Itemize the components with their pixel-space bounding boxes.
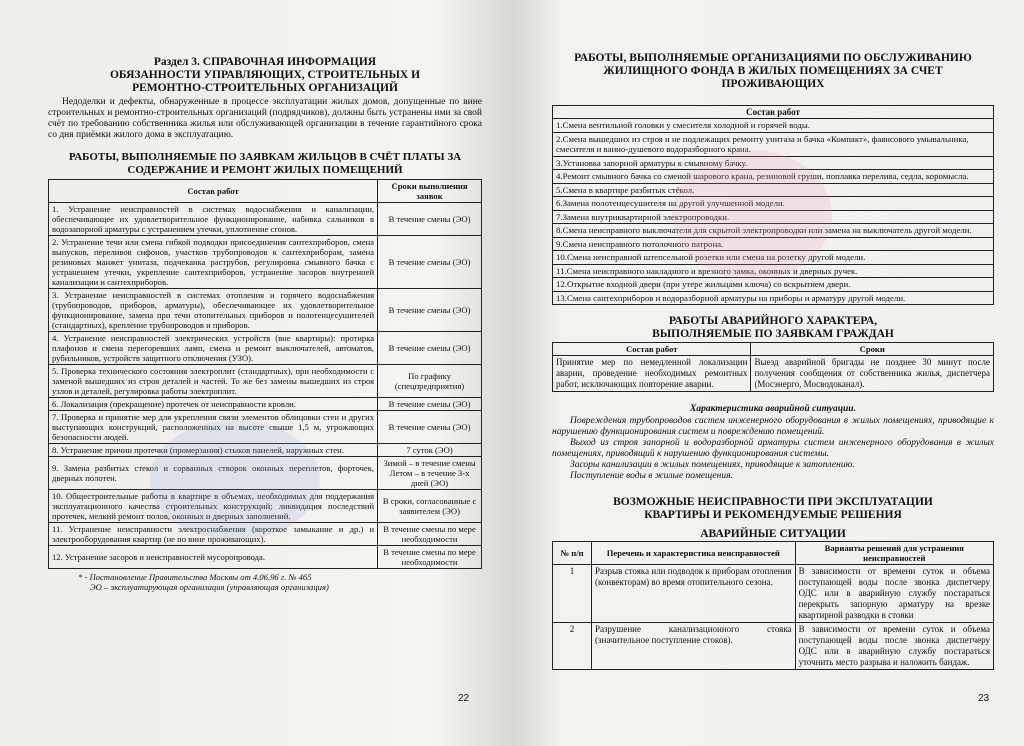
list-header: Состав работ bbox=[553, 106, 994, 119]
list-item-text: 5.Смена в квартире разбитых стёкол. bbox=[553, 183, 994, 197]
emergency-col-terms: Сроки bbox=[751, 343, 994, 356]
work-cell: 12. Устранение засоров и неисправностей мусоропровода. bbox=[49, 546, 378, 569]
sit-col-fault: Перечень и характеристика неисправностей bbox=[592, 542, 796, 565]
emergency-col-work: Состав работ bbox=[553, 343, 751, 356]
work-cell: 9. Замена разбитых стекол и сорванных створок оконных переплетов, форточек, дверных полотен. bbox=[49, 457, 378, 490]
works-table-title: РАБОТЫ, ВЫПОЛНЯЕМЫЕ ПО ЗАЯВКАМ ЖИЛЬЦОВ В СЧЁТ ПЛАТЫ ЗА СОДЕРЖАНИЕ И РЕМОНТ ЖИЛЫХ ПОМЕЩЕНИЙ bbox=[68, 151, 462, 176]
work-cell: 2. Устранение течи или смена гибкой подводки присоединения сантехприборов, смена выпусков, переливов сифонов, участков трубопроводов к сантехприборам, замена резиновых манжет унитаза, подчеканка раструбов, регулировка смывного бачка с устранением утечки, укрепление сантехприборов, устранение засоров внутренней канализации и сантехприборов. bbox=[49, 236, 378, 289]
faults-title: ВОЗМОЖНЫЕ НЕИСПРАВНОСТИ ПРИ ЭКСПЛУАТАЦИИ КВАРТИРЫ И РЕКОМЕНДУЕМЫЕ РЕШЕНИЯ bbox=[613, 496, 933, 521]
term-cell: По графику (спецпредприятия) bbox=[378, 365, 482, 398]
char-paragraph: Засоры канализации в жилых помещениях, приводящие к затоплению. bbox=[570, 460, 855, 470]
sit-fault-cell: Разрушение канализационного стояка (значительное поступление стоков). bbox=[592, 623, 796, 670]
table-row bbox=[49, 289, 482, 332]
char-paragraph: Поступление воды в жилые помещения. bbox=[570, 471, 733, 481]
paid-works-title: РАБОТЫ, ВЫПОЛНЯЕМЫЕ ОРГАНИЗАЦИЯМИ ПО ОБСЛУЖИВАНИЮ ЖИЛИЩНОГО ФОНДА В ЖИЛЫХ ПОМЕЩЕНИЯХ ЗА СЧЕТ ПРОЖИВАЮЩИХ bbox=[574, 52, 972, 90]
term-cell: В течение смены по мере необходимости bbox=[378, 546, 482, 569]
term-cell: В течение смены (ЭО) bbox=[378, 398, 482, 411]
page-number-right: 23 bbox=[978, 693, 990, 704]
table-row bbox=[49, 332, 482, 365]
list-item-text: 3.Установка запорной арматуры к смывному бачку. bbox=[553, 156, 994, 170]
term-cell: В течение смены (ЭО) bbox=[378, 289, 482, 332]
col-work-header: Состав работ bbox=[49, 180, 378, 203]
page-number-left: 22 bbox=[458, 693, 470, 704]
table-row bbox=[553, 623, 994, 670]
list-item bbox=[553, 291, 994, 305]
list-item-text: 12.Открытие входной двери (при утере жильцами ключа) со вскрытием двери. bbox=[553, 278, 994, 292]
list-item bbox=[553, 119, 994, 133]
emergency-work-cell: Принятие мер по немедленной локализации аварии, проведение необходимых ремонтных работ, исключающих повторение аварии. bbox=[553, 356, 751, 392]
list-item-text: 4.Ремонт смывного бачка со сменой шарового крана, резиновой груши, поплавка перелива, седла, коромысла. bbox=[553, 170, 994, 184]
work-cell: 8. Устранение причин протечки (промерзания) стыков панелей, наружных стен. bbox=[49, 444, 378, 457]
stamp-watermark bbox=[150, 420, 320, 540]
sit-fault-cell: Разрыв стояка или подводок к приборам отопления (конвекторам) во время отопительного сезона. bbox=[592, 565, 796, 623]
sit-solution-cell: В зависимости от времени суток и объема поступающей воды после звонка диспетчеру ОДС или в аварийную службу постараться перекрыть запорную арматуру на врезке квартирной разводки в стояки bbox=[795, 565, 993, 623]
list-item-text: 2.Смена вышедших из строя и не подлежащих ремонту унитаза и бачка «Компакт», фаянсового умывальника, смесителя и ванно-душевого водоразборного крана. bbox=[553, 132, 994, 156]
list-item-text: 6.Замена полотенцесушителя на другой улучшенной модели. bbox=[553, 197, 994, 211]
list-item-text: 9.Смена неисправного потолочного патрона. bbox=[553, 237, 994, 251]
term-cell: Зимой – в течение смены Летом – в течение 3-х дней (ЭО) bbox=[378, 457, 482, 490]
characteristics-text bbox=[552, 416, 994, 482]
work-cell: 10. Общестроительные работы в квартире в объемах, необходимых для поддержания эксплуатационного качества строительных конструкций; ликвидация последствий протечек, мелкий ремонт полов, оконных и дверных заполнений. bbox=[49, 490, 378, 523]
table-row bbox=[49, 546, 482, 569]
work-cell: 11. Устранение неисправности электроснабжения (короткое замыкание и др.) и электрооборудования квартир (не по вине проживающих). bbox=[49, 523, 378, 546]
table-row bbox=[49, 365, 482, 398]
list-item bbox=[553, 278, 994, 292]
sit-col-solution: Варианты решений для устранения неисправностей bbox=[795, 542, 993, 565]
intro-paragraph: Недоделки и дефекты, обнаруженные в процессе эксплуатации жилых домов, допущенные по вине строительных и ремонтно-строительных организаций (подрядчиков), должны быть устранены ими за свой счёт по требованию собственника жилья или обслуживающей организации в течение гарантийного срока со дня приёмки жилого дома в эксплуатацию. bbox=[48, 97, 482, 140]
work-cell: 3. Устранение неисправностей в системах отопления и горячего водоснабжения (трубопроводов, приборов, арматуры), обеспечивающее их удовлетворительное функционирование, замена при течи отопительных приборов и полотенцесушителей (стандартных), крепление трубопроводов и приборов. bbox=[49, 289, 378, 332]
situations-table bbox=[552, 541, 994, 670]
list-item-text: 13.Смена сантехприборов и водоразборной арматуры на приборы и арматуру другой модели. bbox=[553, 291, 994, 305]
stamp-watermark bbox=[672, 150, 832, 280]
work-cell: 6. Локализация (прекращение) протечек от неисправности кровли. bbox=[49, 398, 378, 411]
term-cell: 7 суток (ЭО) bbox=[378, 444, 482, 457]
col-terms-header: Сроки выполнения заявок bbox=[378, 180, 482, 203]
emergency-title: РАБОТЫ АВАРИЙНОГО ХАРАКТЕРА, ВЫПОЛНЯЕМЫЕ ПО ЗАЯВКАМ ГРАЖДАН bbox=[652, 315, 894, 340]
table-row bbox=[49, 398, 482, 411]
duties-title: ОБЯЗАННОСТИ УПРАВЛЯЮЩИХ, СТРОИТЕЛЬНЫХ И РЕМОНТНО-СТРОИТЕЛЬНЫХ ОРГАНИЗАЦИЙ bbox=[109, 69, 421, 94]
term-cell: В течение смены по мере необходимости bbox=[378, 523, 482, 546]
table-row bbox=[553, 356, 994, 392]
char-paragraph: Повреждения трубопроводов систем инженерного оборудования в жилых помещениях, приводящие к нарушению функционирования систем и повреждению помещений. bbox=[552, 416, 994, 437]
work-cell: 1. Устранение неисправностей в системах водоснабжения и канализации, обеспечивающее их удовлетворительное функционирование, набивка сальников в водозапорной арматуры с устранением утечки, уплотнение сгонов. bbox=[49, 203, 378, 236]
table-row bbox=[49, 203, 482, 236]
work-cell: 7. Проверка и принятие мер для укрепления связи элементов облицовки стен и других выступающих конструкций, расположенных на высоте свыше 1,5 м, угрожающих безопасности людей. bbox=[49, 411, 378, 444]
list-item-text: 11.Смена неисправного накладного и врезного замка, оконных и дверных ручек. bbox=[553, 264, 994, 278]
emergency-term-cell: Выезд аварийной бригады не позднее 30 минут после получения сообщения от собственника жилья, диспетчера (Мосэнерго, Мосводоканал). bbox=[751, 356, 994, 392]
term-cell: В течение смены (ЭО) bbox=[378, 411, 482, 444]
list-item-text: 7.Замена внутриквартирной электропроводки. bbox=[553, 210, 994, 224]
list-item-text: 1.Смена вентильной головки у смесителя холодной и горячей воды. bbox=[553, 119, 994, 133]
char-paragraph: Выход из строя запорной и водоразборной арматуры систем инженерного оборудования в жилых помещениях, приводящий к нарушению функционирования системы. bbox=[552, 438, 994, 459]
sit-col-num: № п/п bbox=[553, 542, 592, 565]
footnote-eo: ЭО – эксплуатирующая организация (управляющая организация) bbox=[90, 582, 329, 592]
list-item-text: 8.Смена неисправного выключателя для скрытой электропроводки или замена на выключатель другой модели. bbox=[553, 224, 994, 238]
footnote-decree: * - Постановление Правительства Москвы от 4.06.96 г. № 465 bbox=[78, 572, 312, 582]
right-page bbox=[512, 0, 1024, 746]
work-cell: 4. Устранение неисправностей электрических устройств (вне квартиры): протирка плафонов и смена перегоревших ламп, смена и ремонт выключателей, автоматов, рубильников, устройств защитного отключения (УЗО). bbox=[49, 332, 378, 365]
term-cell: В течение смены (ЭО) bbox=[378, 236, 482, 289]
table-row bbox=[49, 236, 482, 289]
term-cell: В течение смены (ЭО) bbox=[378, 203, 482, 236]
list-item-text: 10.Смена неисправной штепсельной розетки или смена на розетку другой модели. bbox=[553, 251, 994, 265]
emergency-table bbox=[552, 342, 994, 392]
situations-title: АВАРИЙНЫЕ СИТУАЦИИ bbox=[700, 528, 846, 540]
work-cell: 5. Проверка технического состояния электроплит (стандартных), при необходимости с заменой вышедших из строя деталей и частей. То же без замены вышедших из строя узлов и деталей, регулировка работы электроплит. bbox=[49, 365, 378, 398]
sit-num-cell: 2 bbox=[553, 623, 592, 670]
table-row bbox=[553, 565, 994, 623]
sit-solution-cell: В зависимости от времени суток и объема поступающей воды после звонка диспетчеру ОДС или в аварийную службу постараться уточнить место разрыва и наложить бандаж. bbox=[795, 623, 993, 670]
term-cell: В течение смены (ЭО) bbox=[378, 332, 482, 365]
sit-num-cell: 1 bbox=[553, 565, 592, 623]
characteristics-title: Характеристика аварийной ситуации. bbox=[690, 404, 856, 414]
term-cell: В сроки, согласованные с заявителем (ЭО) bbox=[378, 490, 482, 523]
section-title: Раздел 3. СПРАВОЧНАЯ ИНФОРМАЦИЯ bbox=[153, 56, 377, 68]
